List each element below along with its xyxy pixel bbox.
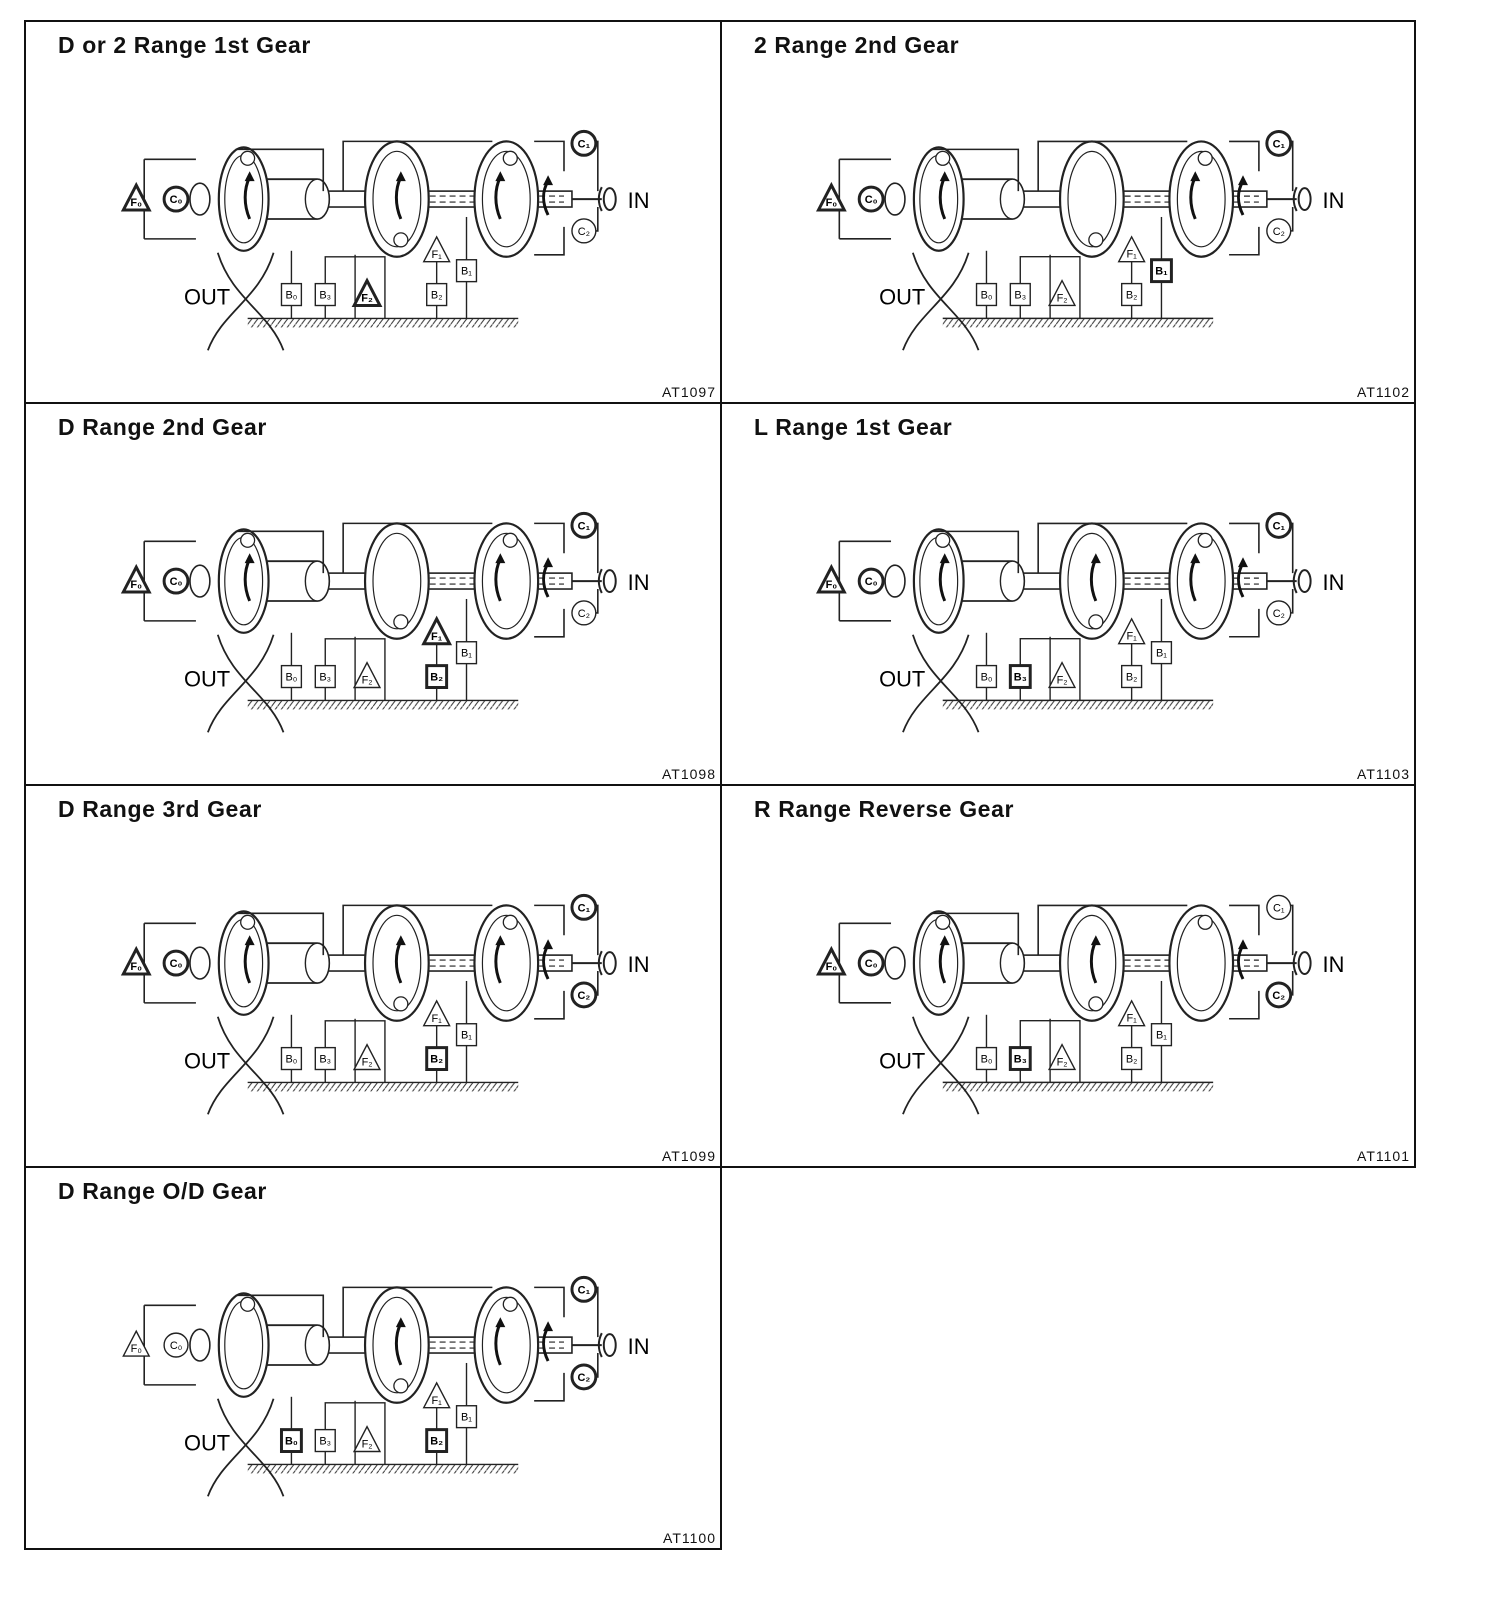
svg-text:B₂: B₂: [430, 1435, 444, 1448]
svg-text:F₀: F₀: [825, 579, 838, 592]
one-way-clutch-f1: [424, 237, 450, 262]
rear-pinion: [394, 233, 408, 247]
svg-text:C₁: C₁: [1272, 520, 1285, 533]
gear-panel: [24, 784, 722, 1168]
one-way-clutch-f0: [123, 1331, 149, 1356]
rear-pinion: [394, 1379, 408, 1393]
rear-pinion: [1089, 997, 1103, 1011]
svg-text:B₁: B₁: [461, 265, 473, 278]
power-flow-diagram: [26, 22, 720, 402]
svg-text:C₂: C₂: [1272, 225, 1285, 238]
svg-text:C₀: C₀: [864, 958, 878, 971]
gear-panel: [720, 784, 1416, 1168]
clutch-c2: [572, 601, 596, 625]
rear-pinion: [1089, 615, 1103, 629]
one-way-clutch-f2: [1049, 663, 1075, 688]
one-way-clutch-f1: [1119, 237, 1145, 262]
panel-title: D Range O/D Gear: [58, 1178, 267, 1204]
gear-panel: [720, 20, 1416, 404]
svg-text:C₁: C₁: [577, 138, 591, 151]
svg-text:B₁: B₁: [1155, 1029, 1167, 1042]
svg-text:B₀: B₀: [980, 1053, 993, 1066]
svg-text:B₃: B₃: [319, 1435, 332, 1448]
svg-text:C₂: C₂: [1272, 607, 1285, 620]
svg-text:B₂: B₂: [1125, 1053, 1138, 1066]
od-hub: [190, 565, 210, 597]
brake-b1: [1152, 260, 1172, 282]
od-pinion: [936, 915, 950, 929]
clutch-c2: [1267, 983, 1291, 1007]
svg-text:C₁: C₁: [577, 1284, 591, 1297]
one-way-clutch-f2: [1049, 1045, 1075, 1070]
brake-b0: [977, 1048, 997, 1070]
front-pinion: [1198, 151, 1212, 165]
od-pinion: [241, 151, 255, 165]
svg-text:B₁: B₁: [461, 1029, 473, 1042]
svg-text:B₂: B₂: [430, 1053, 444, 1066]
od-hub: [885, 183, 905, 215]
clutch-c2: [572, 1365, 596, 1389]
svg-text:B₀: B₀: [285, 1053, 298, 1066]
input-label: IN: [627, 188, 650, 214]
front-pinion: [503, 151, 517, 165]
svg-text:F₀: F₀: [130, 579, 143, 592]
figure-code: AT1103: [1357, 766, 1410, 782]
svg-text:C₀: C₀: [169, 576, 183, 589]
od-hub: [190, 1329, 210, 1361]
brake-b0: [281, 284, 301, 306]
brake-b2: [427, 284, 447, 306]
svg-text:B₃: B₃: [1013, 1053, 1027, 1066]
power-flow-diagram: [26, 1168, 720, 1548]
ground-hatch: [248, 700, 519, 709]
brake-b1: [457, 642, 477, 664]
clutch-c2: [1267, 219, 1291, 243]
svg-text:C₀: C₀: [169, 958, 183, 971]
clutch-c1: [572, 513, 596, 537]
one-way-clutch-f1: [1119, 619, 1145, 644]
panel-title: D or 2 Range 1st Gear: [58, 32, 311, 58]
front-pinion: [1198, 915, 1212, 929]
front-pinion: [503, 915, 517, 929]
brake-b1: [457, 1406, 477, 1428]
one-way-clutch-f2: [354, 1427, 380, 1452]
svg-text:B₁: B₁: [461, 1411, 473, 1424]
ground-hatch: [248, 1464, 519, 1473]
input-label: IN: [627, 1334, 650, 1360]
svg-text:F₂: F₂: [1056, 292, 1068, 305]
one-way-clutch-f1: [424, 619, 450, 644]
svg-text:F₂: F₂: [1056, 1056, 1068, 1069]
svg-text:B₂: B₂: [430, 671, 444, 684]
brake-b3: [315, 666, 335, 688]
clutch-c0: [164, 187, 188, 211]
clutch-c2: [572, 983, 596, 1007]
output-label: OUT: [183, 1048, 231, 1074]
one-way-clutch-f2: [1049, 281, 1075, 306]
input-label: IN: [1322, 570, 1345, 596]
brake-b0: [281, 666, 301, 688]
power-flow-diagram: [722, 786, 1414, 1166]
brake-b2: [1122, 1048, 1142, 1070]
od-hub: [190, 947, 210, 979]
od-pinion: [241, 1297, 255, 1311]
one-way-clutch-f1: [424, 1001, 450, 1026]
brake-b1: [1152, 1024, 1172, 1046]
brake-b1: [1152, 642, 1172, 664]
svg-text:F₁: F₁: [431, 248, 442, 261]
gear-panel: [24, 1166, 722, 1550]
figure-code: AT1101: [1357, 1148, 1410, 1164]
clutch-c0: [164, 1333, 188, 1357]
output-label: OUT: [879, 666, 926, 692]
svg-text:F₂: F₂: [361, 292, 373, 305]
front-pinion: [1198, 533, 1212, 547]
svg-text:C₂: C₂: [577, 989, 591, 1002]
brake-b0: [977, 284, 997, 306]
one-way-clutch-f1: [1119, 1001, 1145, 1026]
od-pinion: [936, 533, 950, 547]
svg-text:B₂: B₂: [430, 289, 443, 302]
brake-b3: [1010, 666, 1030, 688]
ground-hatch: [943, 1082, 1213, 1091]
one-way-clutch-f1: [424, 1383, 450, 1408]
front-pinion: [503, 1297, 517, 1311]
svg-text:F₁: F₁: [431, 1012, 442, 1025]
input-label: IN: [1322, 188, 1345, 214]
figure-code: AT1098: [662, 766, 716, 782]
od-hub: [885, 565, 905, 597]
svg-text:C₀: C₀: [169, 1340, 183, 1353]
gear-panel: [720, 402, 1416, 786]
one-way-clutch-f0: [818, 185, 844, 210]
figure-code: AT1102: [1357, 384, 1410, 400]
svg-text:F₀: F₀: [130, 1343, 142, 1356]
svg-text:C₁: C₁: [1272, 902, 1285, 915]
brake-b1: [457, 260, 477, 282]
one-way-clutch-f0: [818, 567, 844, 592]
brake-b2: [427, 666, 447, 688]
power-flow-diagram: [722, 22, 1414, 402]
svg-text:F₀: F₀: [130, 197, 143, 210]
od-hub: [885, 947, 905, 979]
one-way-clutch-f2: [354, 1045, 380, 1070]
one-way-clutch-f2: [354, 663, 380, 688]
svg-text:C₀: C₀: [864, 576, 878, 589]
figure-code: AT1099: [662, 1148, 716, 1164]
svg-text:F₁: F₁: [1126, 1012, 1137, 1025]
svg-text:F₁: F₁: [431, 630, 443, 643]
panel-title: D Range 3rd Gear: [58, 796, 262, 822]
svg-text:F₂: F₂: [1056, 674, 1068, 687]
svg-text:B₃: B₃: [1014, 289, 1027, 302]
clutch-c0: [859, 569, 883, 593]
brake-b2: [427, 1430, 447, 1452]
ground-hatch: [248, 318, 519, 327]
panel-title: D Range 2nd Gear: [58, 414, 267, 440]
svg-text:F₂: F₂: [361, 1438, 373, 1451]
panel-title: R Range Reverse Gear: [754, 796, 1015, 822]
svg-text:F₀: F₀: [825, 197, 838, 210]
brake-b3: [1010, 1048, 1030, 1070]
one-way-clutch-f0: [123, 567, 149, 592]
clutch-c1: [1267, 513, 1291, 537]
clutch-c0: [859, 951, 883, 975]
output-label: OUT: [879, 1048, 926, 1074]
output-label: OUT: [183, 1430, 231, 1456]
svg-text:C₂: C₂: [577, 225, 590, 238]
clutch-c2: [572, 219, 596, 243]
power-flow-diagram: [26, 404, 720, 784]
svg-text:B₃: B₃: [319, 671, 332, 684]
ground-hatch: [943, 700, 1213, 709]
svg-text:C₀: C₀: [864, 194, 878, 207]
panel-title: L Range 1st Gear: [754, 414, 953, 440]
one-way-clutch-f0: [818, 949, 844, 974]
clutch-c1: [572, 1277, 596, 1301]
gear-panel: [24, 20, 722, 404]
output-label: OUT: [183, 666, 231, 692]
svg-text:C₁: C₁: [1272, 138, 1285, 151]
ground-hatch: [248, 1082, 519, 1091]
power-flow-diagram: [26, 786, 720, 1166]
svg-text:B₀: B₀: [980, 671, 993, 684]
panel-title: 2 Range 2nd Gear: [754, 32, 960, 58]
one-way-clutch-f2: [354, 281, 380, 306]
one-way-clutch-f0: [123, 185, 149, 210]
od-pinion: [241, 533, 255, 547]
power-flow-diagram: [722, 404, 1414, 784]
rear-pinion: [394, 997, 408, 1011]
rear-pinion: [394, 615, 408, 629]
output-label: OUT: [879, 284, 926, 310]
svg-text:C₁: C₁: [577, 520, 591, 533]
svg-text:B₁: B₁: [461, 647, 473, 660]
svg-text:C₀: C₀: [169, 194, 183, 207]
svg-text:B₀: B₀: [285, 671, 298, 684]
svg-text:F₀: F₀: [825, 961, 838, 974]
brake-b0: [977, 666, 997, 688]
input-label: IN: [627, 570, 650, 596]
clutch-c0: [859, 187, 883, 211]
brake-b0: [281, 1048, 301, 1070]
svg-text:B₀: B₀: [285, 1435, 298, 1448]
clutch-c2: [1267, 601, 1291, 625]
one-way-clutch-f0: [123, 949, 149, 974]
rear-pinion: [1089, 233, 1103, 247]
brake-b3: [315, 1048, 335, 1070]
svg-text:B₃: B₃: [319, 289, 332, 302]
svg-text:F₁: F₁: [431, 1394, 442, 1407]
svg-text:B₀: B₀: [980, 289, 993, 302]
figure-code: AT1100: [663, 1530, 716, 1546]
svg-text:F₂: F₂: [361, 674, 373, 687]
brake-b3: [1010, 284, 1030, 306]
clutch-c1: [572, 131, 596, 155]
input-label: IN: [627, 952, 650, 978]
svg-text:B₂: B₂: [1125, 671, 1138, 684]
clutch-c0: [164, 569, 188, 593]
svg-text:B₃: B₃: [1013, 671, 1027, 684]
clutch-c1: [1267, 131, 1291, 155]
svg-text:F₂: F₂: [361, 1056, 373, 1069]
svg-text:B₀: B₀: [285, 289, 298, 302]
input-label: IN: [1322, 952, 1345, 978]
ground-hatch: [943, 318, 1213, 327]
brake-b2: [1122, 284, 1142, 306]
brake-b2: [1122, 666, 1142, 688]
svg-text:C₂: C₂: [577, 1371, 591, 1384]
svg-text:F₀: F₀: [130, 961, 143, 974]
output-label: OUT: [183, 284, 231, 310]
gear-panel: [24, 402, 722, 786]
svg-text:B₂: B₂: [1125, 289, 1138, 302]
front-pinion: [503, 533, 517, 547]
svg-text:C₂: C₂: [1272, 989, 1286, 1002]
svg-text:B₁: B₁: [1155, 647, 1167, 660]
svg-text:C₁: C₁: [577, 902, 591, 915]
od-pinion: [936, 151, 950, 165]
brake-b3: [315, 1430, 335, 1452]
od-pinion: [241, 915, 255, 929]
brake-b0: [281, 1430, 301, 1452]
brake-b1: [457, 1024, 477, 1046]
clutch-c0: [164, 951, 188, 975]
svg-text:F₁: F₁: [1126, 248, 1137, 261]
figure-code: AT1097: [662, 384, 716, 400]
brake-b3: [315, 284, 335, 306]
od-hub: [190, 183, 210, 215]
svg-text:B₃: B₃: [319, 1053, 332, 1066]
clutch-c1: [572, 895, 596, 919]
clutch-c1: [1267, 895, 1291, 919]
svg-text:C₂: C₂: [577, 607, 590, 620]
svg-text:F₁: F₁: [1126, 630, 1137, 643]
svg-text:B₁: B₁: [1155, 265, 1168, 278]
brake-b2: [427, 1048, 447, 1070]
